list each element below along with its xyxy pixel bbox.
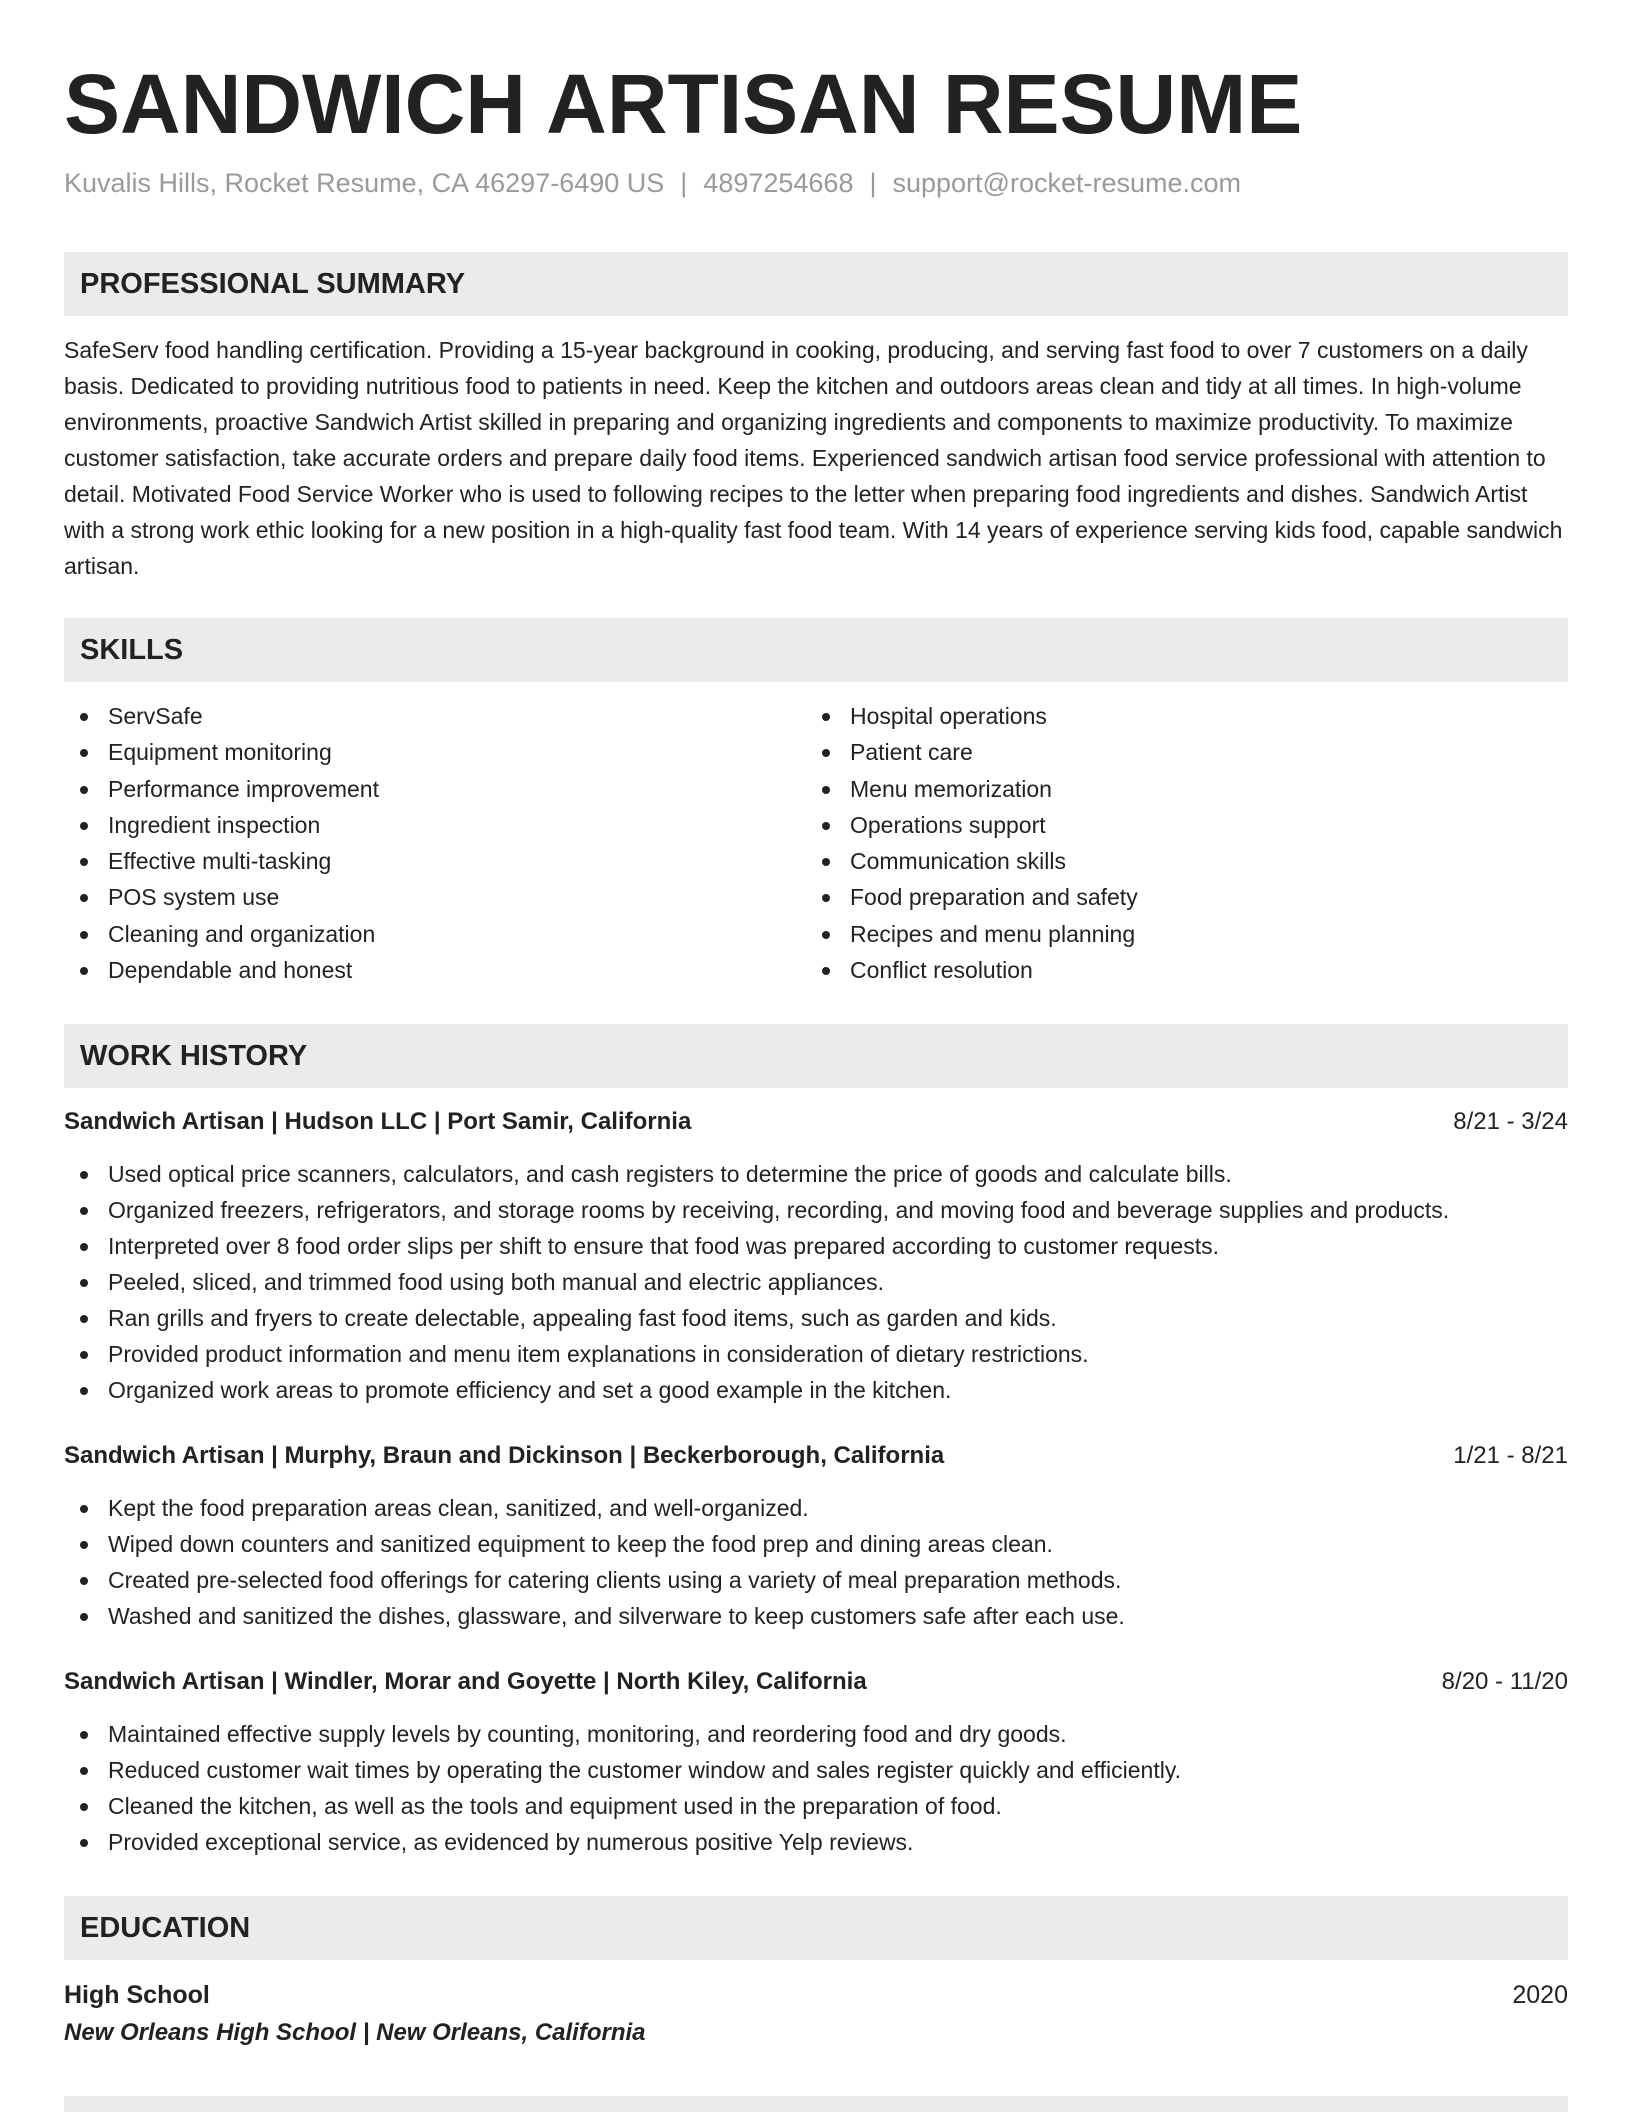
job-title: Sandwich Artisan | Hudson LLC | Port Samir, California xyxy=(64,1108,692,1136)
skill-item: Patient care xyxy=(806,734,1548,770)
section-header-summary: PROFESSIONAL SUMMARY xyxy=(64,252,1568,316)
skill-item: Performance improvement xyxy=(64,771,806,807)
summary-text: SafeServ food handling certification. Providing a 15-year background in cooking, producing, and serving fast food to over 7 customers on a daily basis. Dedicated to providing nutritious food to patients in need. Keep the kitchen and outdoors areas clean and tidy at all times. In high-volume environments, proactive Sandwich Artist skilled in preparing and organizing ingredients and components to maximize productivity. To maximize customer satisfaction, take accurate orders and prepare daily food items. Experienced sandwich artisan food service professional with attention to detail. Motivated Food Service Worker who is used to following recipes to the letter when preparing food ingredients and dishes. Sandwich Artist with a strong work ethic looking for a new position in a high-quality fast food team. With 14 years of experience serving kids food, capable sandwich artisan. xyxy=(64,337,1563,579)
job-bullet: Provided exceptional service, as evidenced by numerous positive Yelp reviews. xyxy=(64,1824,1568,1860)
job-title: Sandwich Artisan | Murphy, Braun and Dickinson | Beckerborough, California xyxy=(64,1442,945,1470)
skills-list-right xyxy=(806,698,1548,988)
section-header-education: EDUCATION xyxy=(64,1896,1568,1960)
skills-grid xyxy=(64,698,1568,988)
skill-item: Communication skills xyxy=(806,843,1548,879)
skill-item: Cleaning and organization xyxy=(64,916,806,952)
skill-item: Menu memorization xyxy=(806,771,1548,807)
section-header-work-history: WORK HISTORY xyxy=(64,1024,1568,1088)
job-header xyxy=(64,1438,1568,1474)
job-bullet: Peeled, sliced, and trimmed food using both manual and electric appliances. xyxy=(64,1264,1568,1300)
skill-item: Food preparation and safety xyxy=(806,879,1548,915)
contact-phone: 4897254668 xyxy=(703,168,854,198)
job-bullet: Washed and sanitized the dishes, glassware, and silverware to keep customers safe after each use. xyxy=(64,1598,1568,1634)
job-header xyxy=(64,1664,1568,1700)
job-title: Sandwich Artisan | Windler, Morar and Goyette | North Kiley, California xyxy=(64,1668,867,1696)
education-header xyxy=(64,1976,1568,2014)
job-bullet: Created pre-selected food offerings for catering clients using a variety of meal preparation methods. xyxy=(64,1562,1568,1598)
job-entry xyxy=(64,1104,1568,1408)
skill-item: Dependable and honest xyxy=(64,952,806,988)
job-bullets xyxy=(64,1716,1568,1860)
job-bullet: Wiped down counters and sanitized equipment to keep the food prep and dining areas clean. xyxy=(64,1526,1568,1562)
skill-item: POS system use xyxy=(64,879,806,915)
skills-list-left xyxy=(64,698,806,988)
job-entry xyxy=(64,1664,1568,1860)
contact-separator: | xyxy=(680,168,688,198)
job-bullet: Organized work areas to promote efficiency and set a good example in the kitchen. xyxy=(64,1372,1568,1408)
skill-item: Recipes and menu planning xyxy=(806,916,1548,952)
job-bullet: Interpreted over 8 food order slips per shift to ensure that food was prepared according to customer requests. xyxy=(64,1228,1568,1264)
contact-email: support@rocket-resume.com xyxy=(892,168,1242,198)
job-dates: 8/21 - 3/24 xyxy=(1453,1108,1568,1136)
resume-title: SANDWICH ARTISAN RESUME xyxy=(64,57,1303,151)
education-entry xyxy=(64,1976,1568,2052)
contact-separator: | xyxy=(869,168,877,198)
contact-address: Kuvalis Hills, Rocket Resume, CA 46297-6490 US xyxy=(64,168,665,198)
job-bullet: Kept the food preparation areas clean, sanitized, and well-organized. xyxy=(64,1490,1568,1526)
job-bullet: Maintained effective supply levels by counting, monitoring, and reordering food and dry goods. xyxy=(64,1716,1568,1752)
skill-item: Conflict resolution xyxy=(806,952,1548,988)
job-bullets xyxy=(64,1490,1568,1634)
job-bullet: Organized freezers, refrigerators, and storage rooms by receiving, recording, and moving food and beverage supplies and products. xyxy=(64,1192,1568,1228)
section-header-skills: SKILLS xyxy=(64,618,1568,682)
job-header xyxy=(64,1104,1568,1140)
job-bullet: Cleaned the kitchen, as well as the tools and equipment used in the preparation of food. xyxy=(64,1788,1568,1824)
skill-item: Hospital operations xyxy=(806,698,1548,734)
job-bullet: Provided product information and menu item explanations in consideration of dietary restrictions. xyxy=(64,1336,1568,1372)
job-bullets xyxy=(64,1156,1568,1408)
job-entry xyxy=(64,1438,1568,1634)
job-bullet: Ran grills and fryers to create delectable, appealing fast food items, such as garden and kids. xyxy=(64,1300,1568,1336)
next-section-header-bar xyxy=(64,2096,1568,2112)
job-bullet: Reduced customer wait times by operating the customer window and sales register quickly and efficiently. xyxy=(64,1752,1568,1788)
skill-item: Equipment monitoring xyxy=(64,734,806,770)
skill-item: Effective multi-tasking xyxy=(64,843,806,879)
skill-item: ServSafe xyxy=(64,698,806,734)
job-dates: 1/21 - 8/21 xyxy=(1453,1442,1568,1470)
education-school: New Orleans High School | New Orleans, California xyxy=(64,2019,646,2047)
skill-item: Operations support xyxy=(806,807,1548,843)
education-year: 2020 xyxy=(1512,1981,1568,2010)
job-dates: 8/20 - 11/20 xyxy=(1441,1668,1568,1696)
skill-item: Ingredient inspection xyxy=(64,807,806,843)
contact-line xyxy=(64,166,1568,200)
education-degree: High School xyxy=(64,1981,210,2010)
job-bullet: Used optical price scanners, calculators, and cash registers to determine the price of goods and calculate bills. xyxy=(64,1156,1568,1192)
